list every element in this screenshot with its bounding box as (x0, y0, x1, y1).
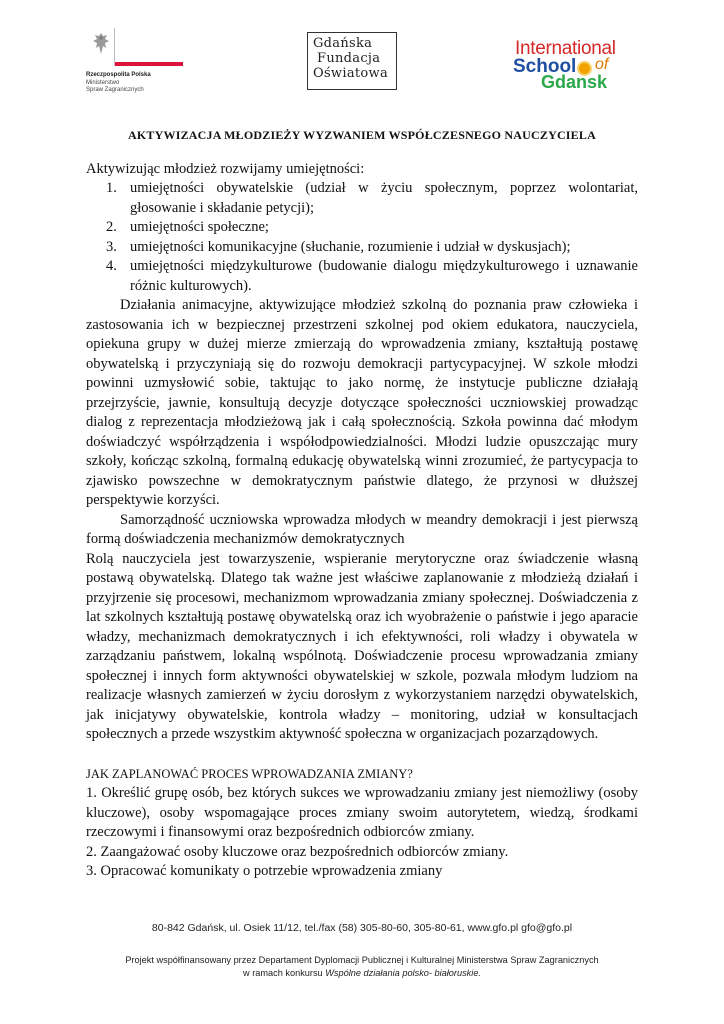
skills-list (86, 179, 638, 296)
footer-project-line-1: Projekt współfinansowany przez Departament Dyplomacji Publicznej i Kulturalnej Ministerstwa Spraw Zagranicznych (125, 955, 599, 965)
gfo-line-3: Oświatowa (313, 66, 388, 81)
paragraph-1: Działania animacyjne, aktywizujące młodzież szkolną do poznania praw człowieka i zastosowania ich w bezpiecznej przestrzeni szkolnej pod okiem edukatora, nauczyciela, opiekuna grupy w dużej mierze zmierzają do wprowadzenia zmiany, kształtują postawę obywatelską i przyczyniają się do rozwoju demokracji partycypacyjnej. W szkole młodzi powinni uzmysłowić sobie, taktując to jako normę, że instytucje publiczne działają przejrzyście, jawnie, konsultują decyzje dotyczące społeczności uczniowskiej prowadząc dialog z reprezentacja młodzieżową jak i całą społecznością. Szkoła powinna dać młodym doświadczyć współrządzenia i współodpowiedzialności. Młodzi ludzie opuszczając mury szkoły, kończąc szkolną, formalną edukację obywatelską winni zrozumieć, że partycypacja to zjawisko powszechne w demokratycznym państwie dlatego, że przynosi w dłuższej perspektywie korzyści. (86, 297, 638, 508)
step-3: 3. Opracować komunikaty o potrzebie wprowadzenia zmiany (86, 863, 443, 879)
document-title: AKTYWIZACJA MŁODZIEŻY WYZWANIEM WSPÓŁCZESNEGO NAUCZYCIELA (128, 128, 596, 142)
list-item: 1. umiejętności obywatelskie (udział w życiu społecznym, poprzez wolontariat, głosowanie i składanie petycji); (106, 180, 638, 216)
letterhead (0, 0, 724, 110)
isg-line-1: International (515, 38, 616, 59)
list-item: 2. umiejętności społeczne; (106, 219, 269, 235)
eagle-emblem-icon (92, 32, 110, 56)
document-body (86, 126, 638, 882)
step-1: 1. Określić grupę osób, bez których sukces we wprowadzaniu zmiany jest niemożliwy (osoby kluczowe), osoby wspomagające proces zmiany swoim autorytetem, wiedzą, środkami rzeczowymi i finansowymi oraz bezpośrednich odbiorców zmiany. (86, 785, 638, 840)
section-heading: JAK ZAPLANOWAĆ PROCES WPROWADZANIA ZMIANY? (86, 766, 413, 781)
intro-paragraph: Aktywizując młodzież rozwijamy umiejętności: (86, 160, 365, 177)
polish-flag (114, 28, 183, 66)
isg-of: of (595, 56, 609, 73)
footer-project-note (0, 954, 724, 980)
step-2: 2. Zaangażować osoby kluczowe oraz bezpośrednich odbiorców zmiany. (86, 843, 509, 860)
paragraph-3: Rolą nauczyciela jest towarzyszenie, wspieranie merytoryczne oraz świadczenie własną postawą obywatelską. Dlatego tak ważne jest właściwe zaplanowanie z młodzieżą działań i przyjrzenie się procesowi, mechanizmom wprowadzania zmiany społecznej. Doświadczenia z lat szkolnych kształtują postawę obywatelską oraz ich wyobrażenie o państwie i jego aparacie władzy, mechanizmach demokratycznych i ich efektywności, roli władzy i obywatela w zarządzaniu państwem, lokalną wspólnotą. Doświadczenie procesu wprowadzania zmiany społecznej i innych form aktywności obywatelskiej w szkole, pozwala młodym ludziom na realizacje własnych zamierzeń w życiu dorosłym z wykorzystaniem narzędzi obywatelskich, jak inicjatywy obywatelskie, kontrola władzy – monitoring, udział w konsultacjach społecznych a przede wszystkim aktywność społeczna w organizacjach pozarządowych. (86, 550, 638, 742)
isg-line-3: Gdansk (541, 72, 608, 92)
isg-line-2: School (513, 56, 577, 77)
gfo-line-2: Fundacja (317, 51, 381, 66)
ministry-line-1: Rzeczpospolita Polska (86, 72, 151, 78)
isg-logo (505, 38, 645, 94)
paragraph-2: Samorządność uczniowska wprowadza młodych w meandry demokracji i jest pierwszą formą doświadczenia mechanizmów demokratycznych (86, 511, 638, 547)
list-item: 3. umiejętności komunikacyjne (słuchanie, rozumienie i udział w dyskusjach); (106, 238, 571, 255)
footer-project-line-2: w ramach konkursu Wspólne działania polsko- białoruskie. (243, 968, 481, 978)
list-item: 4. umiejętności międzykulturowe (budowanie dialogu międzykulturowego i uznawanie różnic kulturowych). (106, 258, 638, 294)
gfo-line-1: Gdańska (313, 36, 373, 51)
ministry-line-3: Spraw Zagranicznych (86, 87, 144, 93)
ministry-line-2: Ministerstwo (86, 79, 120, 86)
gfo-logo (307, 32, 397, 90)
footer-address: 80-842 Gdańsk, ul. Osiek 11/12, tel./fax (58) 305-80-60, 305-80-61, www.gfo.pl gfo@gfo.pl (151, 922, 573, 934)
ministry-logo (86, 28, 184, 100)
